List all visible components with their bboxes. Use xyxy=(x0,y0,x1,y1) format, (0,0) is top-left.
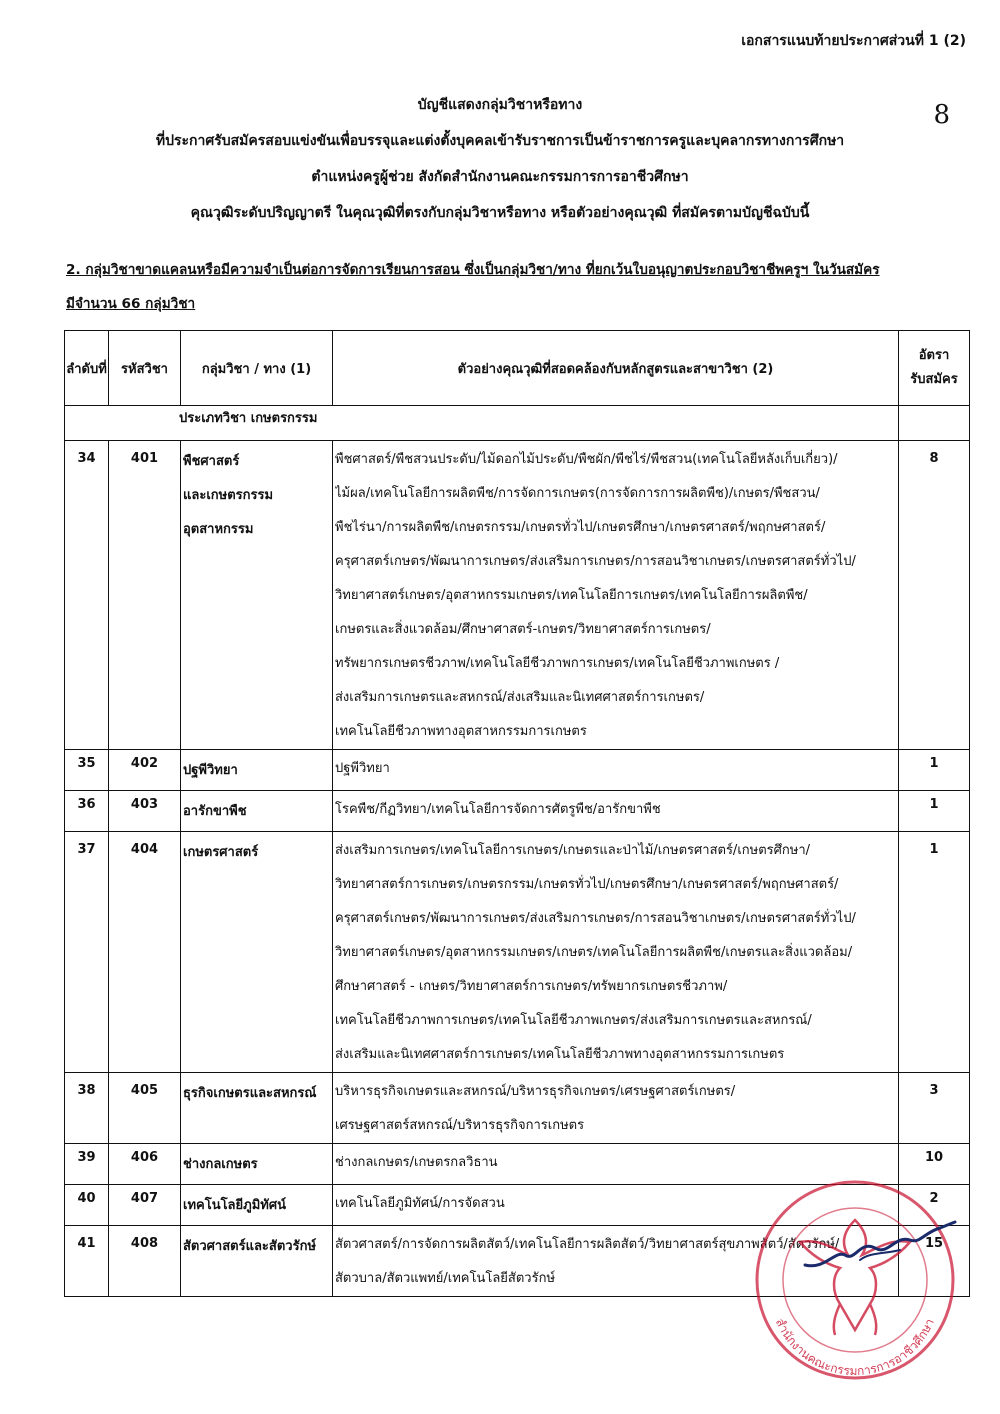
row-code: 408 xyxy=(109,1226,181,1297)
table-row xyxy=(65,832,970,1073)
row-qualifications xyxy=(333,1144,899,1185)
qualification-line: ทรัพยากรเกษตรชีวภาพ/เทคโนโลยีชีวภาพการเกษตร/เทคโนโลยีชีวภาพเกษตร / xyxy=(335,656,780,671)
row-group-name xyxy=(181,1073,333,1144)
row-qualifications xyxy=(333,832,899,1073)
row-group-name xyxy=(181,1185,333,1226)
row-qualifications xyxy=(333,441,899,750)
row-code: 405 xyxy=(109,1073,181,1144)
signature-icon xyxy=(800,1210,960,1280)
row-rate: 15 xyxy=(899,1226,970,1297)
header-code: รหัสวิชา xyxy=(109,331,181,406)
row-no: 35 xyxy=(65,750,109,791)
table-row xyxy=(65,1144,970,1185)
row-code: 404 xyxy=(109,832,181,1073)
table-row xyxy=(65,441,970,750)
row-rate: 1 xyxy=(899,832,970,1073)
document-reference: เอกสารแนบท้ายประกาศส่วนที่ 1 (2) xyxy=(741,33,966,49)
row-rate: 3 xyxy=(899,1073,970,1144)
group-name-line: ธุรกิจเกษตรและสหกรณ์ xyxy=(183,1086,317,1101)
qualification-line: ส่งเสริมการเกษตร/เทคโนโลยีการเกษตร/เกษตรและป่าไม้/เกษตรศาสตร์/เกษตรศึกษา/ xyxy=(335,843,810,858)
category-rate-cell xyxy=(899,406,970,441)
subject-table xyxy=(64,330,970,1297)
group-name-line: ปฐพีวิทยา xyxy=(183,763,238,778)
qualification-line: เทคโนโลยีภูมิทัศน์/การจัดสวน xyxy=(335,1196,505,1211)
qualification-line: บริหารธุรกิจเกษตรและสหกรณ์/บริหารธุรกิจเกษตร/เศรษฐศาสตร์เกษตร/ xyxy=(335,1084,736,1099)
header-group: กลุ่มวิชา / ทาง (1) xyxy=(181,331,333,406)
heading-qualification: คุณวุฒิระดับปริญญาตรี ในคุณวุฒิที่ตรงกับกลุ่มวิชาหรือทาง หรือตัวอย่างคุณวุฒิ ที่สมัครตามบัญชีฉบับนี้ xyxy=(190,205,810,221)
svg-text:สำนักงานคณะกรรมการการอาชีวศึกษ xyxy=(773,1316,937,1378)
qualification-line: ปฐพีวิทยา xyxy=(335,761,390,776)
group-name-line: เกษตรศาสตร์ xyxy=(183,845,259,860)
qualification-line: ครุศาสตร์เกษตร/พัฒนาการเกษตร/ส่งเสริมการเกษตร/การสอนวิชาเกษตร/เกษตรศาสตร์ทั่วไป/ xyxy=(335,554,856,569)
qualification-line: ศึกษาศาสตร์ - เกษตร/วิทยาศาสตร์การเกษตร/ทรัพยากรเกษตรชีวภาพ/ xyxy=(335,979,728,994)
row-code: 401 xyxy=(109,441,181,750)
group-name-line: อารักขาพืช xyxy=(183,804,247,819)
qualification-line: เศรษฐศาสตร์สหกรณ์/บริหารธุรกิจการเกษตร xyxy=(335,1118,585,1133)
row-code: 402 xyxy=(109,750,181,791)
group-name-line: ช่างกลเกษตร xyxy=(183,1157,258,1172)
row-qualifications xyxy=(333,750,899,791)
row-code: 407 xyxy=(109,1185,181,1226)
row-no: 36 xyxy=(65,791,109,832)
row-rate: 1 xyxy=(899,791,970,832)
row-rate: 2 xyxy=(899,1185,970,1226)
table-row xyxy=(65,791,970,832)
group-name-line: สัตวศาสตร์และสัตวรักษ์ xyxy=(183,1239,317,1254)
header-no: ลำดับที่ xyxy=(65,331,109,406)
qualification-line: ส่งเสริมการเกษตรและสหกรณ์/ส่งเสริมและนิเทศศาสตร์การเกษตร/ xyxy=(335,690,705,705)
row-group-name xyxy=(181,1226,333,1297)
heading-title: บัญชีแสดงกลุ่มวิชาหรือทาง xyxy=(417,97,583,113)
qualification-line: พืชไร่นา/การผลิตพืช/เกษตรกรรม/เกษตรทั่วไป/เกษตรศึกษา/เกษตรศาสตร์/พฤกษศาสตร์/ xyxy=(335,520,826,535)
row-qualifications xyxy=(333,1073,899,1144)
category-label: ประเภทวิชา เกษตรกรรม xyxy=(65,406,899,441)
group-name-line: เทคโนโลยีภูมิทัศน์ xyxy=(183,1198,286,1213)
row-group-name xyxy=(181,832,333,1073)
section-count: มีจำนวน 66 กลุ่มวิชา xyxy=(66,296,196,312)
row-rate: 10 xyxy=(899,1144,970,1185)
row-no: 37 xyxy=(65,832,109,1073)
section-title: 2. กลุ่มวิชาขาดแคลนหรือมีความจำเป็นต่อการจัดการเรียนการสอน ซึ่งเป็นกลุ่มวิชา/ทาง ที่ยกเว้นใบอนุญาตประกอบวิชาชีพครูฯ ในวันสมัคร xyxy=(66,262,880,278)
seal-text: สำนักงานคณะกรรมการการอาชีวศึกษา xyxy=(772,1316,938,1379)
row-rate: 8 xyxy=(899,441,970,750)
qualification-line: วิทยาศาสตร์การเกษตร/เกษตรกรรม/เกษตรทั่วไป/เกษตรศึกษา/เกษตรศาสตร์/พฤกษศาสตร์/ xyxy=(335,877,839,892)
qualification-line: เทคโนโลยีชีวภาพการเกษตร/เทคโนโลยีชีวภาพเกษตร/ส่งเสริมการเกษตรและสหกรณ์/ xyxy=(335,1013,812,1028)
header-rate-line1: อัตรา xyxy=(918,348,950,363)
qualification-line: ส่งเสริมและนิเทศศาสตร์การเกษตร/เทคโนโลยีชีวภาพทางอุตสาหกรรมการเกษตร xyxy=(335,1047,785,1062)
row-code: 406 xyxy=(109,1144,181,1185)
row-no: 39 xyxy=(65,1144,109,1185)
row-code: 403 xyxy=(109,791,181,832)
row-no: 41 xyxy=(65,1226,109,1297)
qualification-line: ช่างกลเกษตร/เกษตรกลวิธาน xyxy=(335,1155,498,1170)
row-no: 34 xyxy=(65,441,109,750)
qualification-line: พืชศาสตร์/พืชสวนประดับ/ไม้ดอกไม้ประดับ/พืชผัก/พืชไร่/พืชสวน(เทคโนโลยีหลังเก็บเกี่ยว)/ xyxy=(335,452,838,467)
group-name-line: พืชศาสตร์ xyxy=(183,454,240,469)
header-rate-line2: รับสมัคร xyxy=(910,372,958,387)
header-rate xyxy=(899,331,970,406)
row-group-name xyxy=(181,441,333,750)
row-no: 40 xyxy=(65,1185,109,1226)
row-group-name xyxy=(181,791,333,832)
table-row xyxy=(65,1073,970,1144)
row-no: 38 xyxy=(65,1073,109,1144)
qualification-line: โรคพืช/กีฏวิทยา/เทคโนโลยีการจัดการศัตรูพืช/อารักขาพืช xyxy=(335,802,661,817)
page-number: 8 xyxy=(933,100,950,130)
qualification-line: เกษตรและสิ่งแวดล้อม/ศึกษาศาสตร์-เกษตร/วิทยาศาสตร์การเกษตร/ xyxy=(335,622,711,637)
group-name-line: และเกษตรกรรม xyxy=(183,488,274,503)
qualification-line: เทคโนโลยีชีวภาพทางอุตสาหกรรมการเกษตร xyxy=(335,724,587,739)
row-qualifications xyxy=(333,791,899,832)
row-group-name xyxy=(181,1144,333,1185)
heading-subtitle: ที่ประกาศรับสมัครสอบแข่งขันเพื่อบรรจุและแต่งตั้งบุคคลเข้ารับราชการเป็นข้าราชการครูและบุคลากรทางการศึกษา xyxy=(155,133,845,149)
group-name-line: อุตสาหกรรม xyxy=(183,522,254,537)
qualification-line: ครุศาสตร์เกษตร/พัฒนาการเกษตร/ส่งเสริมการเกษตร/การสอนวิชาเกษตร/เกษตรศาสตร์ทั่วไป/ xyxy=(335,911,856,926)
table-row xyxy=(65,750,970,791)
header-quals: ตัวอย่างคุณวุฒิที่สอดคล้องกับหลักสูตรและสาขาวิชา (2) xyxy=(333,331,899,406)
table-header-row xyxy=(65,331,970,406)
qualification-line: วิทยาศาสตร์เกษตร/อุตสาหกรรมเกษตร/เทคโนโลยีการเกษตร/เทคโนโลยีการผลิตพืช/ xyxy=(335,588,808,603)
qualification-line: วิทยาศาสตร์เกษตร/อุตสาหกรรมเกษตร/เกษตร/เทคโนโลยีการผลิตพืช/เกษตรและสิ่งแวดล้อม/ xyxy=(335,945,853,960)
row-rate: 1 xyxy=(899,750,970,791)
qualification-line: สัตวศาสตร์/การจัดการผลิตสัตว์/เทคโนโลยีการผลิตสัตว์/วิทยาศาสตร์สุขภาพสัตว์/สัตวรักษ์/ xyxy=(335,1237,840,1252)
category-row xyxy=(65,406,970,441)
heading-position: ตำแหน่งครูผู้ช่วย สังกัดสำนักงานคณะกรรมการการอาชีวศึกษา xyxy=(311,169,689,185)
qualification-line: สัตวบาล/สัตวแพทย์/เทคโนโลยีสัตวรักษ์ xyxy=(335,1271,556,1286)
row-group-name xyxy=(181,750,333,791)
qualification-line: ไม้ผล/เทคโนโลยีการผลิตพืช/การจัดการเกษตร(การจัดการการผลิตพืช)/เกษตร/พืชสวน/ xyxy=(335,486,820,501)
